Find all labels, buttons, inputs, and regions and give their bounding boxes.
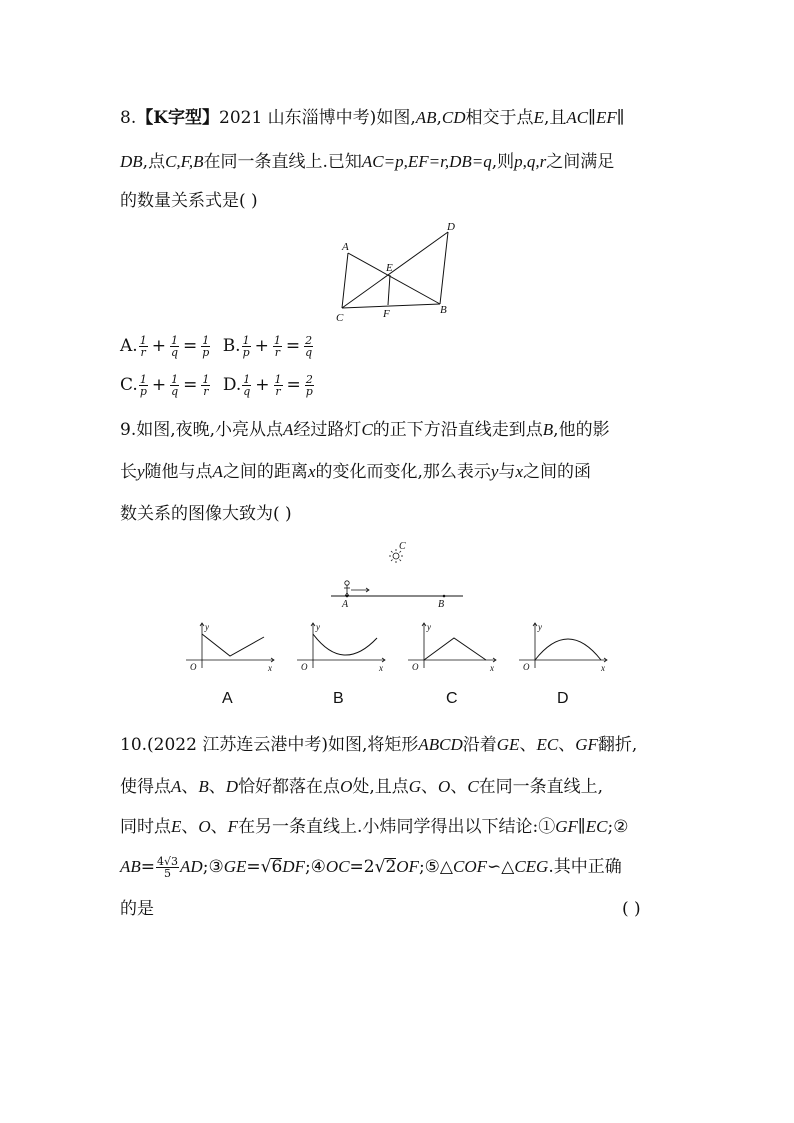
seg-ab xyxy=(348,253,440,304)
q9-var-x: x xyxy=(515,462,523,481)
q9-var-y: y xyxy=(490,462,499,481)
frac xyxy=(304,335,313,358)
axis-y-label: y xyxy=(538,622,542,632)
plus-sign: + xyxy=(151,336,166,356)
q8-seg-db: DB xyxy=(120,152,143,171)
q10-sep: 、 xyxy=(181,777,199,797)
q9-graph-a xyxy=(182,618,282,673)
frac-num: 1 xyxy=(274,373,282,386)
origin-label: O xyxy=(523,662,530,672)
q10-text: 翻折, xyxy=(597,735,638,755)
origin-label: O xyxy=(190,662,197,672)
q10-rect: ABCD xyxy=(418,735,463,754)
frac xyxy=(242,374,251,397)
q9-point-b: B xyxy=(542,420,554,439)
frac xyxy=(170,374,179,397)
axis-x-label: x xyxy=(379,663,383,673)
q10-pt: F xyxy=(227,817,239,836)
q10-pt: B xyxy=(198,777,209,796)
axis-x-label: x xyxy=(490,663,494,673)
seg-cb xyxy=(342,304,440,308)
q10-text: 在另一条直线上.小炜同学得出以下结论:① xyxy=(238,817,556,837)
q10-tri: CEG xyxy=(514,857,549,876)
fig-label-a: A xyxy=(342,241,349,253)
q10-text: 恰好都落在点 xyxy=(238,777,341,797)
q8-seg-ab: AB xyxy=(415,108,437,127)
origin-label: O xyxy=(301,662,308,672)
q10-text: ;⑤△ xyxy=(418,857,453,877)
plus-sign: + xyxy=(151,375,167,395)
frac-den: q xyxy=(171,385,179,398)
q10-seg: OF xyxy=(396,857,419,876)
frac-den: r xyxy=(203,385,209,398)
q8-options-row-1 xyxy=(120,333,314,359)
frac-den: 5 xyxy=(164,867,172,880)
frac-num: 1 xyxy=(202,373,210,386)
q9-text: 之间的函 xyxy=(522,462,591,482)
q9-text: 如图,夜晚,小亮从点 xyxy=(136,420,284,440)
frac-den: r xyxy=(275,385,281,398)
graph-curve xyxy=(202,634,264,656)
frac-den: r xyxy=(274,346,281,359)
person-icon xyxy=(344,581,350,596)
q9-point-a: A xyxy=(283,420,294,439)
q8-line-3: 的数量关系式是( ) xyxy=(120,191,258,211)
graph-option-b[interactable]: B xyxy=(333,690,344,707)
q10-seg: GE xyxy=(496,735,520,754)
frac xyxy=(201,374,210,397)
frac-num: 2 xyxy=(305,334,313,347)
q8-text: ,且 xyxy=(543,108,567,128)
q9-point-a: A xyxy=(212,462,223,481)
q8-text: 之间满足 xyxy=(546,152,615,172)
sqrt-radicand: 6 xyxy=(271,857,283,877)
frac xyxy=(170,335,179,358)
axis-y-label: y xyxy=(205,622,209,632)
q10-text: ;③ xyxy=(202,857,224,877)
q10-pt: C xyxy=(467,777,479,796)
q10-number: 10. xyxy=(120,735,148,755)
q10-seg: GE xyxy=(223,857,247,876)
frac-num: 1 xyxy=(139,334,147,347)
q8-number: 8. xyxy=(120,108,137,128)
q8-vars: p,q,r xyxy=(514,152,547,171)
frac-num: 1 xyxy=(243,373,251,386)
q8-seg-ac: AC xyxy=(566,108,589,127)
q10-pt: O xyxy=(340,777,353,796)
frac xyxy=(305,374,314,397)
q10-sep: 、 xyxy=(558,735,576,755)
parallel-symbol: ∥ xyxy=(577,817,586,837)
seg-ac xyxy=(342,253,348,308)
q8-figure xyxy=(330,220,470,325)
option-a-label[interactable]: A. xyxy=(120,336,138,356)
frac-den: p xyxy=(305,385,313,398)
q10-tri: COF xyxy=(453,857,487,876)
q8-point-e: E xyxy=(533,108,544,127)
q10-seg: DF xyxy=(282,857,305,876)
q8-seg-cd: CD xyxy=(441,108,466,127)
seg-ef xyxy=(388,275,390,305)
lamp-label: C xyxy=(399,541,406,552)
q10-text: 处,且点 xyxy=(352,777,409,797)
frac-num: 1 xyxy=(242,334,250,347)
q9-line-1 xyxy=(120,418,610,442)
q10-sep: 、 xyxy=(450,777,468,797)
q9-scene xyxy=(325,535,475,615)
q8-type-tag: 【K字型】 xyxy=(136,108,220,128)
q10-line-2 xyxy=(120,775,603,799)
axis-x-label: x xyxy=(601,663,605,673)
q10-pt: G xyxy=(408,777,422,796)
q10-seg: OC xyxy=(325,857,350,876)
q10-sep: 、 xyxy=(421,777,439,797)
equals-sign: = xyxy=(246,857,261,877)
frac-den: q xyxy=(305,346,313,359)
equals-sign: = xyxy=(140,857,156,877)
q10-text: 在同一条直线上, xyxy=(478,777,604,797)
q10-sep: 、 xyxy=(519,735,537,755)
q9-line-2 xyxy=(120,460,591,484)
frac-den: q xyxy=(243,385,251,398)
q8-text: 在同一条直线上.已知 xyxy=(203,152,362,172)
q10-pt: D xyxy=(225,777,239,796)
triangle-symbol: △ xyxy=(501,857,515,877)
q10-sep: 、 xyxy=(181,817,199,837)
origin-label: O xyxy=(412,662,419,672)
sqrt-radicand: 2 xyxy=(385,857,397,877)
graph-curve xyxy=(313,634,377,655)
parallel-symbol: ∥ xyxy=(616,108,625,128)
q10-sep: 、 xyxy=(208,777,226,797)
scene-label-a: A xyxy=(342,599,349,610)
q9-graph-c xyxy=(404,618,504,673)
q9-point-c: C xyxy=(361,420,373,439)
q9-line-3: 数关系的图像大致为( ) xyxy=(120,504,292,524)
equals-sign: = xyxy=(285,336,301,356)
q9-number: 9. xyxy=(120,420,137,440)
q10-seg: AB xyxy=(120,857,141,876)
plus-sign: + xyxy=(255,375,270,395)
q8-line-1 xyxy=(120,106,625,130)
fig-label-e: E xyxy=(386,262,393,274)
frac xyxy=(273,335,282,358)
seg-cd xyxy=(342,232,448,308)
parallel-symbol: ∥ xyxy=(588,108,596,128)
frac xyxy=(139,335,148,358)
q8-text: 相交于点 xyxy=(465,108,534,128)
fig-label-b: B xyxy=(440,304,447,316)
sqrt-sign: √ xyxy=(260,857,272,877)
frac-num: 2 xyxy=(305,373,313,386)
sqrt-sign: √ xyxy=(374,857,386,877)
frac-den: p xyxy=(202,346,210,359)
q9-var-y: y xyxy=(137,462,145,481)
similar-symbol: ∽ xyxy=(487,857,502,877)
frac xyxy=(156,856,179,879)
q9-text: 长 xyxy=(120,462,137,482)
seg-db xyxy=(440,232,448,304)
frac xyxy=(201,335,210,358)
equals-sign: = xyxy=(183,375,198,395)
fig-label-f: F xyxy=(383,308,390,320)
q10-seg: EC xyxy=(536,735,559,754)
frac-num: 1 xyxy=(273,334,281,347)
q10-text: (2022 江苏连云港中考)如图,将矩形 xyxy=(147,735,419,755)
q10-pt: A xyxy=(171,777,182,796)
option-b-label[interactable]: B. xyxy=(222,336,241,356)
q10-text: 使得点 xyxy=(120,777,171,797)
q10-line-5: 的是 xyxy=(120,899,154,919)
q10-text: 沿着 xyxy=(462,735,497,755)
frac-den: r xyxy=(140,346,146,359)
q8-text: ,点 xyxy=(142,152,166,172)
axis-x-label: x xyxy=(268,663,272,673)
frac-num: 1 xyxy=(171,373,179,386)
q10-sep: 、 xyxy=(210,817,228,837)
frac xyxy=(242,335,251,358)
answer-bracket[interactable]: ( ) xyxy=(622,899,641,919)
frac-num: 1 xyxy=(202,334,210,347)
q10-line-3 xyxy=(120,815,628,839)
q10-coef: =2 xyxy=(349,857,375,877)
frac-num: 1 xyxy=(139,373,147,386)
q9-text: 与 xyxy=(498,462,516,482)
equals-sign: = xyxy=(286,375,301,395)
q8-line-2 xyxy=(120,150,614,174)
q10-seg: GF xyxy=(575,735,598,754)
q10-pt: E xyxy=(171,817,182,836)
q10-text: ;② xyxy=(607,817,629,837)
q8-comma: , xyxy=(436,108,442,128)
q10-line-4 xyxy=(120,855,622,879)
graph-curve xyxy=(424,638,486,660)
q8-points: C,F,B xyxy=(165,152,204,171)
option-d-label[interactable]: D. xyxy=(222,375,242,395)
graph-option-c[interactable]: C xyxy=(446,690,458,707)
graph-option-a[interactable]: A xyxy=(222,690,233,707)
q10-text: 同时点 xyxy=(120,817,171,837)
frac-num: 1 xyxy=(170,334,178,347)
q9-graph-b xyxy=(293,618,393,673)
frac-num: 4√3 xyxy=(157,855,179,868)
q10-line-1 xyxy=(120,733,637,757)
scene-label-b: B xyxy=(438,599,445,610)
axis-y-label: y xyxy=(316,622,320,632)
q9-text: 的变化而变化,那么表示 xyxy=(315,462,491,482)
q9-text: 的正下方沿直线走到点 xyxy=(372,420,543,440)
q9-text: ,他的影 xyxy=(553,420,610,440)
equals-sign: = xyxy=(182,336,198,356)
q10-seg: EC xyxy=(585,817,608,836)
frac-den: q xyxy=(170,346,178,359)
q8-givens: AC=p,EF=r,DB=q xyxy=(361,152,492,171)
fig-label-c: C xyxy=(336,312,344,324)
plus-sign: + xyxy=(254,336,269,356)
q9-text: 经过路灯 xyxy=(293,420,362,440)
option-c-label[interactable]: C. xyxy=(120,375,138,395)
q10-seg: GF xyxy=(555,817,578,836)
q9-text: 之间的距离 xyxy=(222,462,308,482)
q8-seg-ef: EF xyxy=(595,108,617,127)
axis-y-label: y xyxy=(427,622,431,632)
fig-label-d: D xyxy=(447,221,455,233)
q10-text: ;④ xyxy=(304,857,326,877)
q10-pt: O xyxy=(438,777,451,796)
q10-pt: O xyxy=(198,817,211,836)
q9-text: 随他与点 xyxy=(144,462,213,482)
q10-seg: AD xyxy=(180,857,203,876)
frac xyxy=(274,374,283,397)
graph-curve xyxy=(535,639,601,660)
q8-text: ,则 xyxy=(491,152,515,172)
arrow-right-icon xyxy=(351,588,369,592)
q9-graph-d xyxy=(515,618,615,673)
frac xyxy=(139,374,148,397)
q8-source: 2021 山东淄博中考)如图, xyxy=(219,108,416,128)
graph-option-d[interactable]: D xyxy=(557,690,569,707)
q10-text: .其中正确 xyxy=(548,857,622,877)
q9-var-x: x xyxy=(307,462,316,481)
frac-den: p xyxy=(242,346,250,359)
frac-den: p xyxy=(139,385,147,398)
q8-options-row-2 xyxy=(120,372,315,398)
